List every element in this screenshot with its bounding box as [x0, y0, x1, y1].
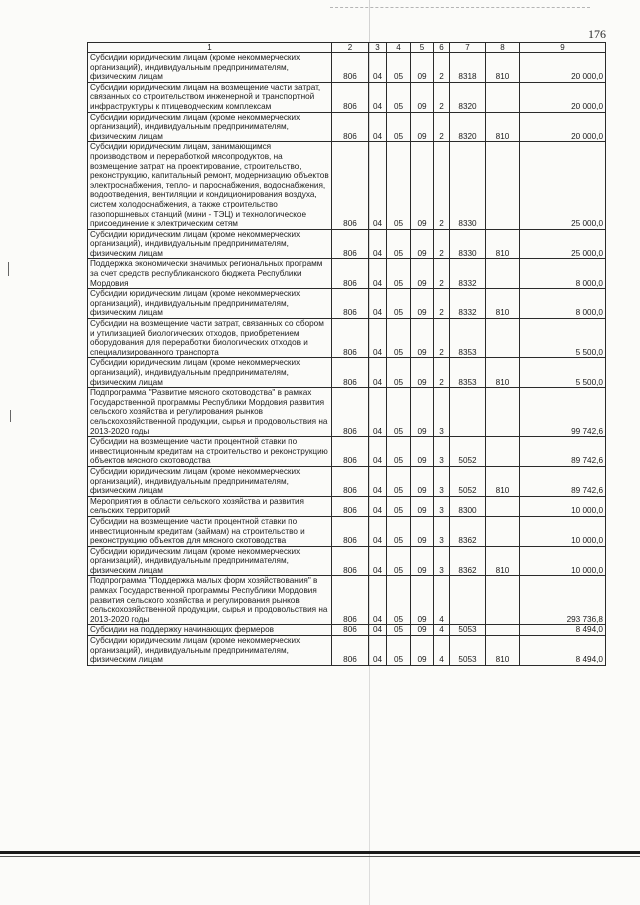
cell-ministry-code: 806	[332, 625, 369, 636]
cell-article-code: 8330	[450, 229, 486, 259]
cell-expense-type-code	[486, 319, 520, 358]
row-description: Субсидии юридическим лицам (кроме некоммерческих организаций), индивидуальным предпринимателям, физическим лицам	[88, 546, 332, 576]
cell-ministry-code: 806	[332, 319, 369, 358]
table-row	[88, 259, 606, 289]
cell-article-code: 8332	[450, 289, 486, 319]
cell-subprogram-code: 2	[434, 319, 450, 358]
cell-expense-type-code	[486, 496, 520, 516]
cell-section-code: 04	[369, 516, 387, 546]
cell-section-code: 04	[369, 259, 387, 289]
cell-amount: 20 000,0	[520, 112, 606, 142]
cell-program-code: 09	[411, 319, 434, 358]
cell-amount: 99 742,6	[520, 388, 606, 437]
cell-article-code: 8353	[450, 319, 486, 358]
cell-ministry-code: 806	[332, 437, 369, 467]
margin-mark	[10, 410, 11, 422]
table-row	[88, 388, 606, 437]
cell-ministry-code: 806	[332, 142, 369, 229]
cell-section-code: 04	[369, 636, 387, 666]
cell-article-code: 8300	[450, 496, 486, 516]
cell-subsection-code: 05	[387, 142, 411, 229]
cell-article-code: 8362	[450, 516, 486, 546]
cell-amount: 5 500,0	[520, 319, 606, 358]
cell-section-code: 04	[369, 466, 387, 496]
cell-expense-type-code: 810	[486, 358, 520, 388]
budget-table	[87, 42, 606, 666]
cell-program-code: 09	[411, 53, 434, 83]
cell-subsection-code: 05	[387, 636, 411, 666]
cell-subsection-code: 05	[387, 466, 411, 496]
cell-subprogram-code: 3	[434, 496, 450, 516]
cell-subsection-code: 05	[387, 358, 411, 388]
cell-amount: 293 736,8	[520, 576, 606, 625]
cell-section-code: 04	[369, 388, 387, 437]
cell-amount: 25 000,0	[520, 142, 606, 229]
row-description: Мероприятия в области сельского хозяйства и развития сельских территорий	[88, 496, 332, 516]
cell-expense-type-code: 810	[486, 546, 520, 576]
cell-subprogram-code: 4	[434, 576, 450, 625]
cell-subprogram-code: 3	[434, 466, 450, 496]
cell-expense-type-code	[486, 625, 520, 636]
cell-subsection-code: 05	[387, 625, 411, 636]
cell-section-code: 04	[369, 142, 387, 229]
table-row	[88, 358, 606, 388]
cell-amount: 8 494,0	[520, 625, 606, 636]
cell-subprogram-code: 2	[434, 289, 450, 319]
cell-program-code: 09	[411, 516, 434, 546]
cell-section-code: 04	[369, 289, 387, 319]
cell-expense-type-code: 810	[486, 53, 520, 83]
cell-subsection-code: 05	[387, 388, 411, 437]
cell-subsection-code: 05	[387, 516, 411, 546]
row-description: Субсидии юридическим лицам (кроме некоммерческих организаций), индивидуальным предпринимателям, физическим лицам	[88, 636, 332, 666]
cell-subprogram-code: 3	[434, 437, 450, 467]
row-description: Поддержка экономически значимых региональных программ за счет средств республиканского бюджета Республики Мордовия	[88, 259, 332, 289]
cell-expense-type-code: 810	[486, 289, 520, 319]
cell-subsection-code: 05	[387, 546, 411, 576]
row-description: Подпрограмма "Развитие мясного скотоводства" в рамках Государственной программы Республики Мордовия развития сельского хозяйства и регулирования рынков сельскохозяйственной продукции, сырья и продовольствия на 2013-2020 годы	[88, 388, 332, 437]
cell-expense-type-code: 810	[486, 112, 520, 142]
table-row	[88, 625, 606, 636]
table-row	[88, 112, 606, 142]
cell-ministry-code: 806	[332, 82, 369, 112]
cell-amount: 20 000,0	[520, 53, 606, 83]
cell-amount: 8 000,0	[520, 259, 606, 289]
cell-ministry-code: 806	[332, 516, 369, 546]
cell-article-code: 8362	[450, 546, 486, 576]
cell-subprogram-code: 2	[434, 259, 450, 289]
cell-section-code: 04	[369, 53, 387, 83]
cell-article-code: 8353	[450, 358, 486, 388]
row-description: Субсидии юридическим лицам, занимающимся производством и переработкой мясопродуктов, на возмещение затрат на проектирование, строительство, реконструкцию, капитальный ремонт, модернизацию объектов электроснабжения, тепло- и пароснабжения, водоснабжения, водоотведения, вентиляции и кондиционирования воздуха, систем холодоснабжения, а также строительство газопоршневых станций (мини - ТЭЦ) и технологическое присоединение к электрическим сетям	[88, 142, 332, 229]
cell-expense-type-code	[486, 259, 520, 289]
cell-program-code: 09	[411, 259, 434, 289]
table-body	[88, 53, 606, 666]
table-row	[88, 82, 606, 112]
cell-amount: 5 500,0	[520, 358, 606, 388]
table-row	[88, 437, 606, 467]
column-header-4: 4	[387, 43, 411, 53]
scan-bottom-border	[0, 851, 640, 854]
column-header-6: 6	[434, 43, 450, 53]
row-description: Субсидии юридическим лицам (кроме некоммерческих организаций), индивидуальным предпринимателям, физическим лицам	[88, 53, 332, 83]
cell-subprogram-code: 3	[434, 546, 450, 576]
column-header-9: 9	[520, 43, 606, 53]
row-description: Субсидии юридическим лицам (кроме некоммерческих организаций), индивидуальным предпринимателям, физическим лицам	[88, 229, 332, 259]
cell-article-code: 5052	[450, 466, 486, 496]
cell-article-code: 8320	[450, 112, 486, 142]
cell-subprogram-code: 2	[434, 229, 450, 259]
row-description: Субсидии на возмещение части процентной ставки по инвестиционным кредитам на строительство и реконструкцию объектов мясного скотоводства	[88, 437, 332, 467]
cell-ministry-code: 806	[332, 496, 369, 516]
table-row	[88, 229, 606, 259]
cell-amount: 10 000,0	[520, 546, 606, 576]
cell-subprogram-code: 2	[434, 82, 450, 112]
cell-program-code: 09	[411, 625, 434, 636]
table-row	[88, 546, 606, 576]
cell-expense-type-code: 810	[486, 229, 520, 259]
cell-section-code: 04	[369, 319, 387, 358]
cell-program-code: 09	[411, 576, 434, 625]
cell-section-code: 04	[369, 229, 387, 259]
cell-ministry-code: 806	[332, 229, 369, 259]
cell-program-code: 09	[411, 82, 434, 112]
row-description: Субсидии юридическим лицам (кроме некоммерческих организаций), индивидуальным предпринимателям, физическим лицам	[88, 112, 332, 142]
row-description: Субсидии юридическим лицам (кроме некоммерческих организаций), индивидуальным предпринимателям, физическим лицам	[88, 358, 332, 388]
cell-expense-type-code: 810	[486, 636, 520, 666]
cell-article-code: 8320	[450, 82, 486, 112]
cell-program-code: 09	[411, 112, 434, 142]
table-row	[88, 516, 606, 546]
cell-section-code: 04	[369, 625, 387, 636]
cell-subprogram-code: 2	[434, 53, 450, 83]
cell-ministry-code: 806	[332, 112, 369, 142]
cell-ministry-code: 806	[332, 53, 369, 83]
row-description: Субсидии юридическим лицам (кроме некоммерческих организаций), индивидуальным предпринимателям, физическим лицам	[88, 466, 332, 496]
cell-section-code: 04	[369, 437, 387, 467]
cell-section-code: 04	[369, 576, 387, 625]
cell-subprogram-code: 2	[434, 112, 450, 142]
cell-ministry-code: 806	[332, 576, 369, 625]
cell-program-code: 09	[411, 437, 434, 467]
cell-program-code: 09	[411, 142, 434, 229]
cell-ministry-code: 806	[332, 636, 369, 666]
cell-ministry-code: 806	[332, 546, 369, 576]
cell-subsection-code: 05	[387, 496, 411, 516]
cell-amount: 10 000,0	[520, 516, 606, 546]
cell-subsection-code: 05	[387, 112, 411, 142]
cell-article-code: 8330	[450, 142, 486, 229]
cell-expense-type-code	[486, 82, 520, 112]
cell-program-code: 09	[411, 636, 434, 666]
row-description: Субсидии юридическим лицам на возмещение части затрат, связанных со строительством инженерной и транспортной инфраструктуры к птицеводческим комплексам	[88, 82, 332, 112]
table-row	[88, 319, 606, 358]
header-row	[88, 43, 606, 53]
cell-subprogram-code: 3	[434, 388, 450, 437]
cell-expense-type-code	[486, 142, 520, 229]
row-description: Подпрограмма "Поддержка малых форм хозяйствования" в рамках Государственной программы Республики Мордовия развития сельского хозяйства и регулирования рынков сельскохозяйственной продукции, сырья и продовольствия на 2013-2020 годы	[88, 576, 332, 625]
cell-expense-type-code: 810	[486, 466, 520, 496]
row-description: Субсидии на возмещение части затрат, связанных со сбором и утилизацией биологических отходов, приобретением оборудования для переработки биологических отходов и специализированного транспорта	[88, 319, 332, 358]
cell-ministry-code: 806	[332, 388, 369, 437]
scan-bottom-border-thin	[0, 856, 640, 857]
cell-article-code: 8318	[450, 53, 486, 83]
cell-article-code: 5053	[450, 636, 486, 666]
cell-program-code: 09	[411, 466, 434, 496]
cell-ministry-code: 806	[332, 289, 369, 319]
cell-article-code	[450, 576, 486, 625]
margin-mark	[8, 262, 9, 276]
cell-expense-type-code	[486, 437, 520, 467]
cell-program-code: 09	[411, 289, 434, 319]
column-header-8: 8	[486, 43, 520, 53]
cell-subprogram-code: 4	[434, 636, 450, 666]
table-row	[88, 53, 606, 83]
cell-amount: 10 000,0	[520, 496, 606, 516]
cell-article-code	[450, 388, 486, 437]
cell-section-code: 04	[369, 496, 387, 516]
cell-amount: 25 000,0	[520, 229, 606, 259]
cell-ministry-code: 806	[332, 466, 369, 496]
cell-ministry-code: 806	[332, 259, 369, 289]
cell-subsection-code: 05	[387, 576, 411, 625]
cell-ministry-code: 806	[332, 358, 369, 388]
cell-expense-type-code	[486, 576, 520, 625]
cell-expense-type-code	[486, 516, 520, 546]
cell-subprogram-code: 2	[434, 142, 450, 229]
cell-section-code: 04	[369, 358, 387, 388]
column-header-2: 2	[332, 43, 369, 53]
cell-section-code: 04	[369, 82, 387, 112]
cell-subsection-code: 05	[387, 53, 411, 83]
cell-article-code: 5052	[450, 437, 486, 467]
cell-amount: 89 742,6	[520, 437, 606, 467]
row-description: Субсидии на поддержку начинающих фермеров	[88, 625, 332, 636]
cell-section-code: 04	[369, 112, 387, 142]
page-number: 176	[588, 27, 606, 41]
cell-program-code: 09	[411, 229, 434, 259]
cell-program-code: 09	[411, 496, 434, 516]
table-row	[88, 576, 606, 625]
cell-subsection-code: 05	[387, 82, 411, 112]
cell-article-code: 8332	[450, 259, 486, 289]
cell-section-code: 04	[369, 546, 387, 576]
column-header-3: 3	[369, 43, 387, 53]
column-header-5: 5	[411, 43, 434, 53]
cell-subsection-code: 05	[387, 229, 411, 259]
table-row	[88, 289, 606, 319]
table-row	[88, 636, 606, 666]
cell-expense-type-code	[486, 388, 520, 437]
cell-amount: 8 000,0	[520, 289, 606, 319]
row-description: Субсидии на возмещение части процентной ставки по инвестиционным кредитам (займам) на строительство и реконструкцию объектов для мясного скотоводства	[88, 516, 332, 546]
cell-subprogram-code: 4	[434, 625, 450, 636]
cell-program-code: 09	[411, 358, 434, 388]
cell-subsection-code: 05	[387, 259, 411, 289]
cell-subsection-code: 05	[387, 437, 411, 467]
table-row	[88, 496, 606, 516]
column-header-1: 1	[88, 43, 332, 53]
cell-program-code: 09	[411, 388, 434, 437]
cell-subprogram-code: 3	[434, 516, 450, 546]
cell-subprogram-code: 2	[434, 358, 450, 388]
cell-subsection-code: 05	[387, 289, 411, 319]
cell-amount: 20 000,0	[520, 82, 606, 112]
cell-subsection-code: 05	[387, 319, 411, 358]
column-header-7: 7	[450, 43, 486, 53]
table-row	[88, 142, 606, 229]
cell-amount: 8 494,0	[520, 636, 606, 666]
cell-article-code: 5053	[450, 625, 486, 636]
table-row	[88, 466, 606, 496]
row-description: Субсидии юридическим лицам (кроме некоммерческих организаций), индивидуальным предпринимателям, физическим лицам	[88, 289, 332, 319]
cell-amount: 89 742,6	[520, 466, 606, 496]
cell-program-code: 09	[411, 546, 434, 576]
